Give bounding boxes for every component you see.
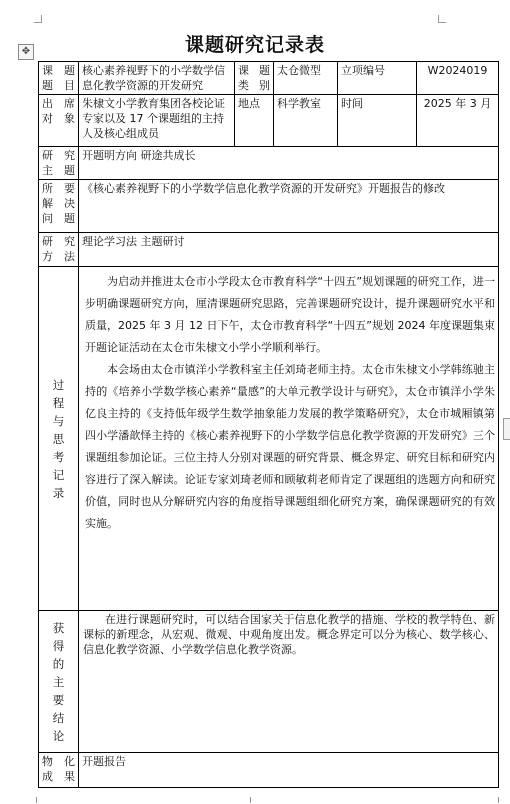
problem-value[interactable]: 《核心素养视野下的小学数学信息化教学资源的开发研究》开题报告的修改 bbox=[79, 180, 499, 233]
code-label: 立项编号 bbox=[338, 62, 417, 95]
time-value[interactable]: 2025 年 3 月 bbox=[417, 95, 499, 147]
table-row bbox=[39, 147, 499, 180]
table-row bbox=[39, 95, 499, 147]
place-value[interactable]: 科学教室 bbox=[274, 95, 338, 147]
method-label: 研 究方法 bbox=[39, 233, 79, 267]
table-row bbox=[39, 62, 499, 95]
document-title: 课题研究记录表 bbox=[184, 34, 325, 56]
attendees-value[interactable]: 朱棣文小学教育集团各校论证专家以及 17 个课题组的主持人及核心组成员 bbox=[79, 95, 235, 147]
topic-label: 课 题题目 bbox=[39, 62, 79, 95]
process-paragraph-1: 为启动并推进太仓市小学段太仓市教育科学“十四五”规划课题的研究工作，进一步明确课题研究方向，厘清课题研究思路，完善课题研究设计，提升课题研究水平和质量，2025 年 3 月 12 日下午，太仓市教育科学“十四五”规划 2024 年度课题集束开题论证活动在太仓市朱棣文小学小学顺利举行。 bbox=[85, 275, 495, 354]
table-row bbox=[39, 233, 499, 267]
topic-value[interactable]: 核心素养视野下的小学数学信息化教学资源的开发研究 bbox=[79, 62, 235, 95]
research-record-table bbox=[38, 61, 499, 788]
scroll-edge-tab[interactable] bbox=[503, 418, 510, 440]
process-record-cell[interactable] bbox=[79, 267, 499, 611]
category-label: 课 题类别 bbox=[235, 62, 274, 95]
outcome-value[interactable]: 开题报告 bbox=[79, 753, 499, 788]
research-theme-value[interactable]: 开题明方向 研途共成长 bbox=[79, 147, 499, 180]
page-corner-mark bbox=[438, 15, 446, 23]
page-corner-mark bbox=[34, 15, 42, 23]
table-row bbox=[39, 611, 499, 753]
method-value[interactable]: 理论学习法 主题研讨 bbox=[79, 233, 499, 267]
conclusion-label bbox=[39, 611, 79, 753]
conclusion-cell[interactable] bbox=[79, 611, 499, 753]
place-label: 地点 bbox=[235, 95, 274, 147]
attendees-label: 出 席对象 bbox=[39, 95, 79, 147]
time-label: 时间 bbox=[338, 95, 417, 147]
code-value[interactable]: W2024019 bbox=[417, 62, 499, 95]
conclusion-label-text: 获得的主要结论 bbox=[52, 620, 65, 743]
table-row bbox=[39, 180, 499, 233]
conclusion-paragraph: 在进行课题研究时，可以结合国家关于信息化教学的措施、学校的教学特色、新课标的新理念，从宏观、微观、中观角度出发。概念界定可以分为核心、数学核心、信息化教学资源、小学数学信息化教学资源。 bbox=[83, 613, 495, 656]
outcome-label: 物 化成果 bbox=[39, 753, 79, 788]
process-paragraph-2: 本会场由太仓市镇洋小学教科室主任刘琦老师主持。太仓市朱棣文小学韩练驰主持的《培养小学数学核心素养“量感”的大单元教学设计与研究》，太仓市镇洋小学朱亿良主持的《支持低年级学生数学抽象能力发展的教学策略研究》，太仓市城厢镇第四小学潘歆怿主持的《核心素养视野下的小学数学信息化教学资源的开发研究》三个课题组参加论证。三位主持人分别对课题的研究背景、概念界定、研究目标和研究内容进行了深入解读。论证专家刘琦老师和顾敏莉老师肯定了课题组的选题方向和研究价值，同时也从分解研究内容的角度指导课题组细化研究方案，确保课题研究的有效实施。 bbox=[85, 363, 495, 530]
table-row bbox=[39, 753, 499, 788]
research-theme-label: 研 究主题 bbox=[39, 147, 79, 180]
table-row bbox=[39, 267, 499, 611]
process-label bbox=[39, 267, 79, 611]
category-value[interactable]: 太仓微型 bbox=[274, 62, 338, 95]
process-label-text: 过程与思考记录 bbox=[52, 377, 65, 500]
table-move-handle-icon[interactable]: ✥ bbox=[18, 44, 34, 60]
problem-label: 所 要解 决问题 bbox=[39, 180, 79, 233]
